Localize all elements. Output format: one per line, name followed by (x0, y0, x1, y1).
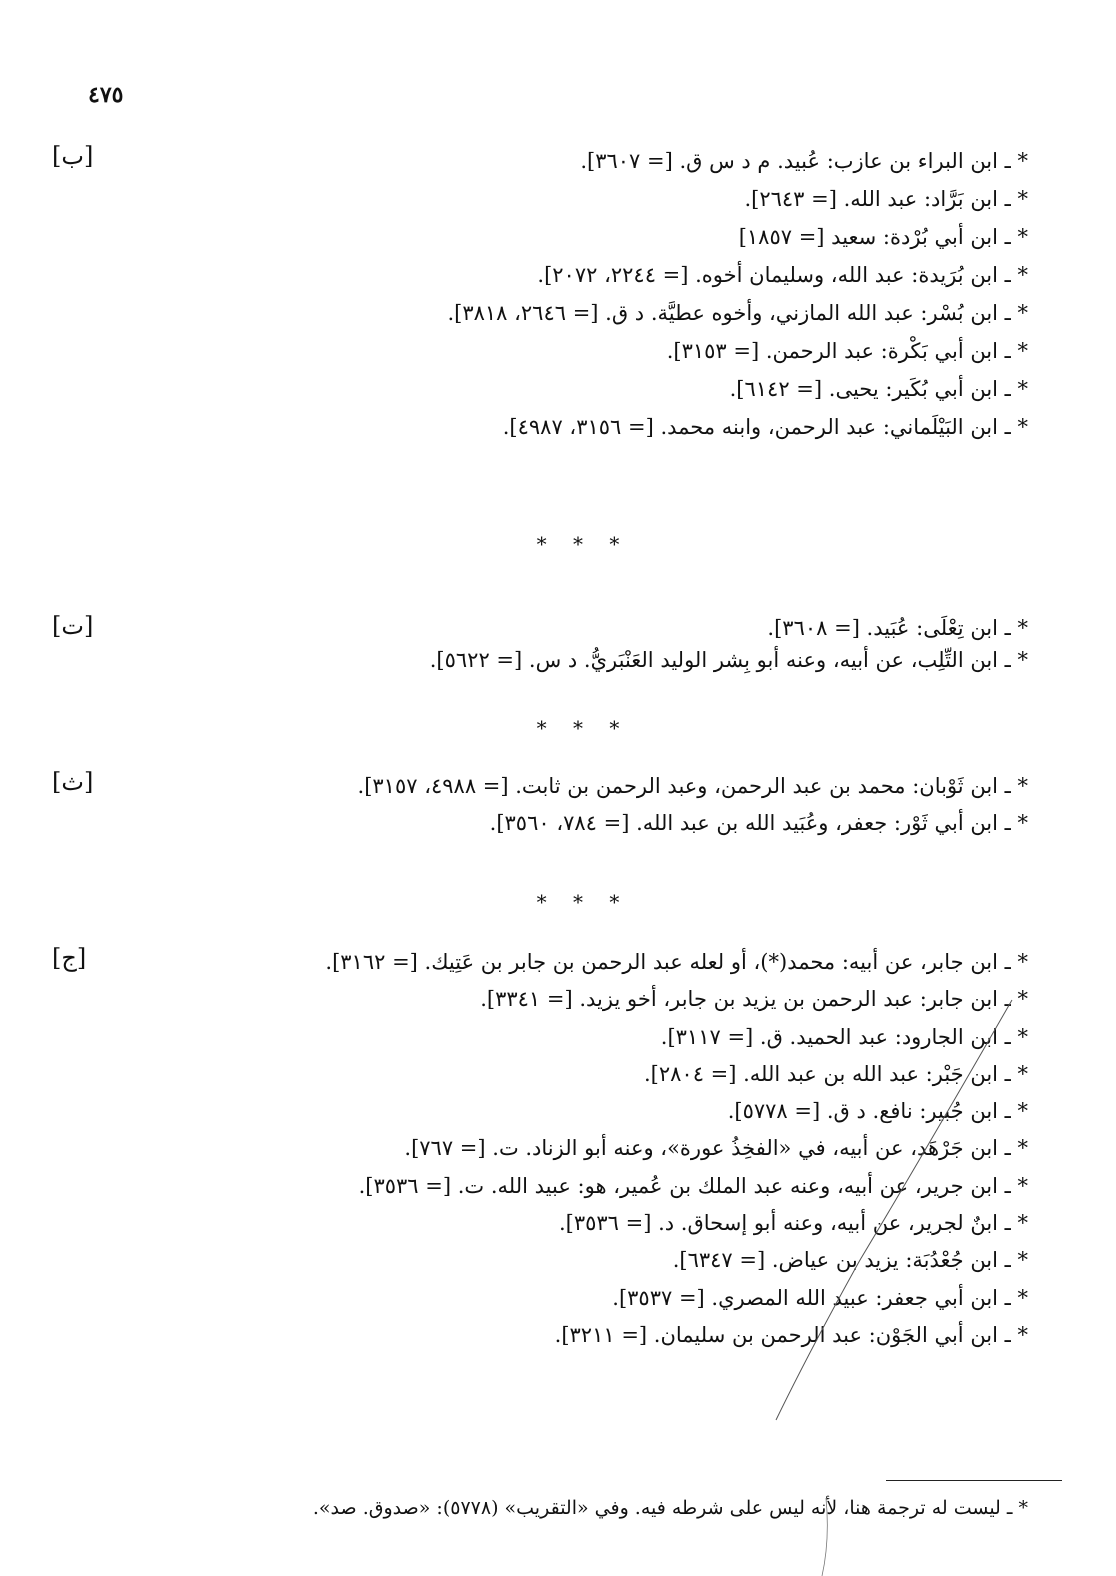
list-item: * ـ ابن أبي الجَوْن: عبد الرحمن بن سليمان. [= ٣٢١١]. (554, 1322, 1028, 1347)
list-item: * ـ ابن البراء بن عازب: عُبيد. م د س ق. [= ٣٦٠٧]. (580, 149, 1028, 173)
list-item: * ـ ابن أبي جعفر: عبيد الله المصري. [= ٣٥٣٧]. (612, 1285, 1028, 1310)
list-item: * ـ ابن جَبْر: عبد الله بن عبد الله. [= ٢٨٠٤]. (643, 1061, 1028, 1086)
list-item: * ـ ابن بُسْر: عبد الله المازني، وأخوه عطيَّة. د ق. [= ٢٦٤٦، ٣٨١٨]. (447, 301, 1028, 325)
list-item: * ـ ابن أبي بَكْرة: عبد الرحمن. [= ٣١٥٣]. (666, 339, 1028, 363)
section-letter: [ت] (52, 612, 94, 640)
entry-list (160, 142, 1028, 446)
section-separator: * * * (536, 532, 630, 556)
list-item: * ـ ابن جُبير: نافع. د ق. [= ٥٧٧٨]. (727, 1099, 1028, 1124)
section-separator: * * * (536, 716, 630, 740)
section-letter: [ج] (52, 944, 87, 972)
footnote: * ـ ليست له ترجمة هنا، لأنه ليس على شرطه فيه. وفي «التقريب» (٥٧٧٨): «صدوق. صد». (312, 1497, 1028, 1519)
entry-list (160, 612, 1028, 676)
list-item: * ـ ابن التِّلِب، عن أبيه، وعنه أبو بِشر الوليد العَنْبَريُّ. د س. [= ٥٦٢٢]. (429, 648, 1028, 672)
list-item: * ـ ابن جَرْهَد، عن أبيه، في «الفخِذُ عورة»، وعنه أبو الزناد. ت. [= ٧٦٧]. (404, 1136, 1028, 1161)
section-letter: [ب] (52, 142, 94, 170)
footnote-divider (886, 1480, 1062, 1481)
list-item: * ـ ابن تِعْلَى: عُبَيد. [= ٣٦٠٨]. (767, 616, 1028, 640)
list-item: * ـ ابن جابر: عبد الرحمن بن يزيد بن جابر، أخو يزيد. [= ٣٣٤١]. (480, 987, 1028, 1012)
list-item: * ـ ابن ثَوْبان: محمد بن عبد الرحمن، وعبد الرحمن بن ثابت. [= ٤٩٨٨، ٣١٥٧]. (357, 774, 1028, 798)
entry-list (160, 944, 1028, 1354)
list-item: * ـ ابن جرير، عن أبيه، وعنه عبد الملك بن عُمير، هو: عبيد الله. ت. [= ٣٥٣٦]. (358, 1173, 1028, 1198)
list-item: * ـ ابن أبي ثَوْر: جعفر، وعُبَيد الله بن عبد الله. [= ٧٨٤، ٣٥٦٠]. (489, 811, 1028, 835)
list-item: * ـ ابن جُعْدُبَة: يزيد بن عياض. [= ٦٣٤٧]. (672, 1248, 1028, 1273)
list-item: * ـ ابن جابر، عن أبيه: محمد(*)، أو لعله عبد الرحمن بن جابر بن عَتِيك. [= ٣١٦٢]. (325, 950, 1028, 974)
list-item: * ـ ابن بُرَيدة: عبد الله، وسليمان أخوه. [= ٢٢٤٤، ٢٠٧٢]. (537, 263, 1028, 287)
list-item: * ـ ابن الجارود: عبد الحميد. ق. [= ٣١١٧]. (660, 1024, 1028, 1049)
section-letter: [ث] (52, 768, 94, 796)
page-number: ٤٧٥ (88, 82, 124, 108)
list-item: * ـ ابن أبي بُكَير: يحيى. [= ٦١٤٢]. (729, 377, 1028, 401)
entry-list (160, 768, 1028, 842)
list-item: * ـ ابن بَرَّاد: عبد الله. [= ٢٦٤٣]. (744, 187, 1028, 211)
section-separator: * * * (536, 890, 630, 914)
list-item: * ـ ابنٌ لجرير، عن أبيه، وعنه أبو إسحاق. د. [= ٣٥٣٦]. (558, 1211, 1028, 1236)
list-item: * ـ ابن البَيْلَماني: عبد الرحمن، وابنه محمد. [= ٣١٥٦، ٤٩٨٧]. (502, 415, 1028, 439)
list-item: * ـ ابن أبي بُرْدة: سعيد [= ١٨٥٧] (738, 225, 1028, 249)
